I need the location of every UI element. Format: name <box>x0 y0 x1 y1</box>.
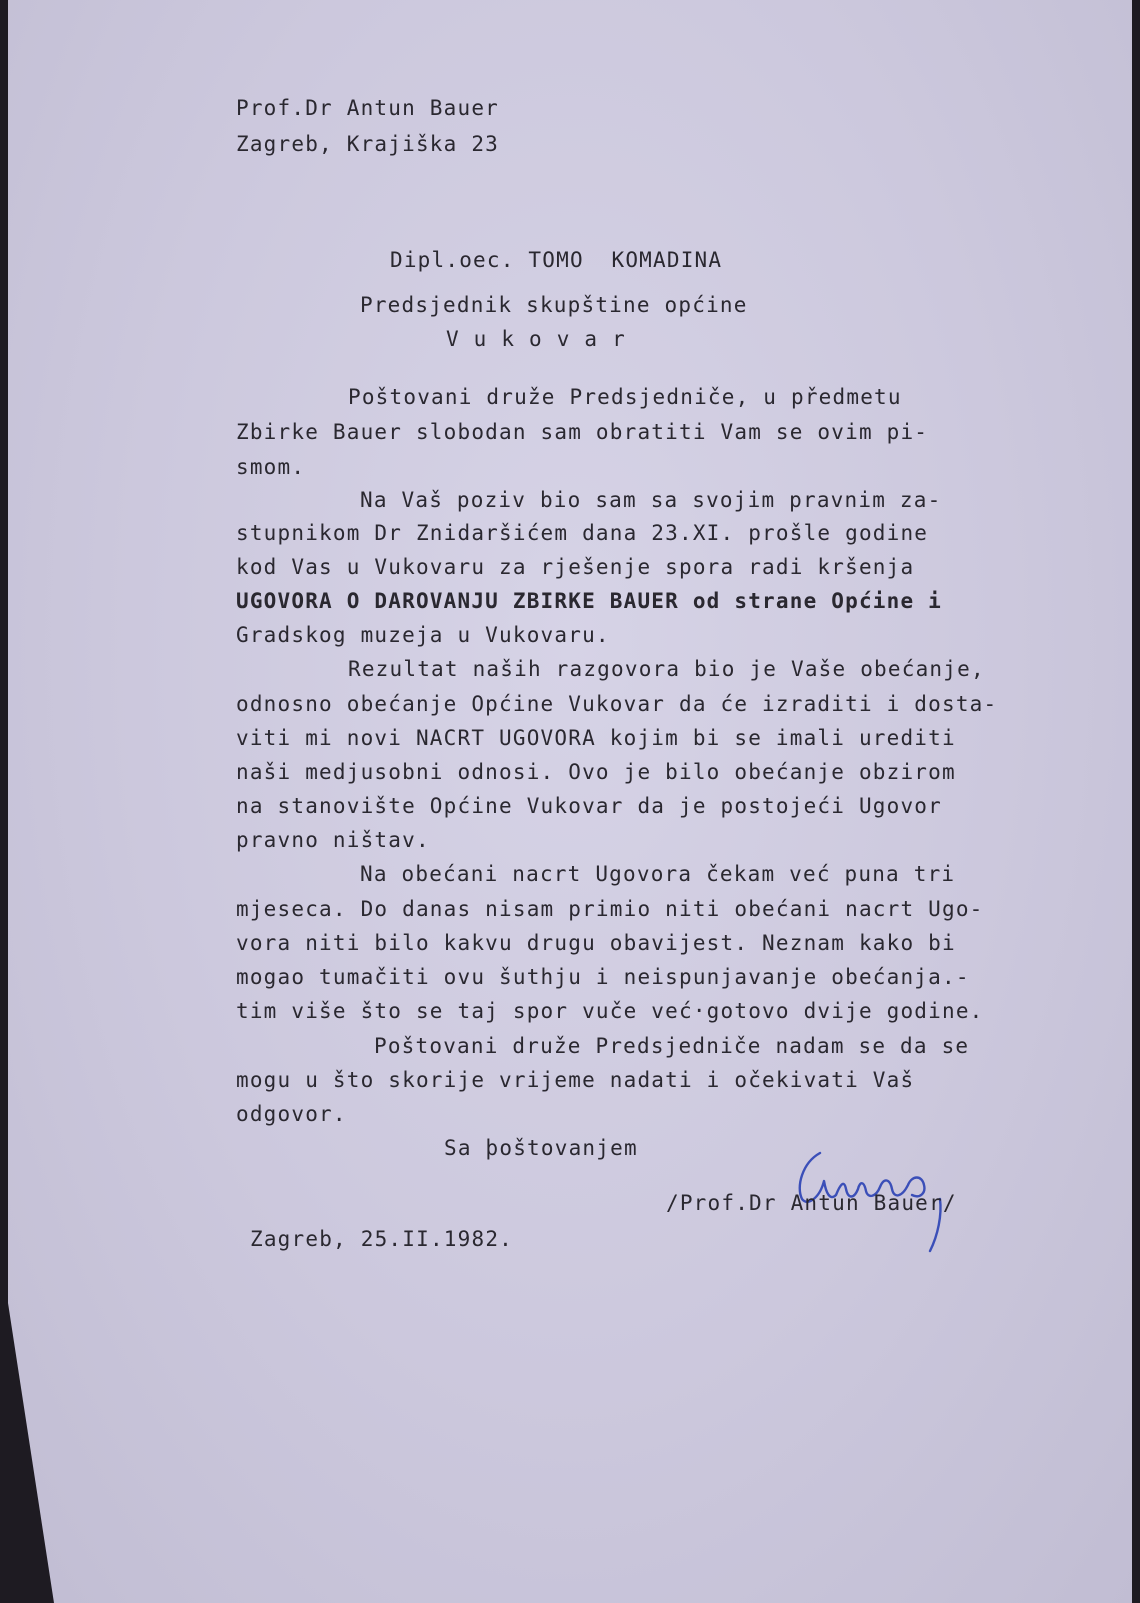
letter-sheet <box>8 0 1132 1603</box>
recipient-title: Predsjednik skupštine općine <box>360 293 748 317</box>
body-line: Poštovani druže Predsjedniče nadam se da se <box>374 1034 970 1058</box>
body-line: mogu u što skorije vrijeme nadati i očekivati Vaš <box>236 1068 915 1092</box>
body-line: Na obećani nacrt Ugovora čekam već puna tri <box>360 862 956 886</box>
body-line: odgovor. <box>236 1102 347 1126</box>
body-line: UGOVORA O DAROVANJU ZBIRKE BAUER od strane Općine i <box>236 589 942 613</box>
body-line: Poštovani druže Predsjedniče, u předmetu <box>348 385 902 409</box>
body-line: smom. <box>236 455 306 479</box>
body-line: odnosno obećanje Općine Vukovar da će izraditi i dosta- <box>236 692 998 716</box>
body-line: stupnikom Dr Znidaršićem dana 23.XI. prošle godine <box>236 521 929 545</box>
recipient-name: Dipl.oec. TOMO KOMADINA <box>390 248 723 272</box>
body-line: naši medjusobni odnosi. Ovo je bilo obećanje obzirom <box>236 760 956 784</box>
scan-edge-shadow <box>8 1303 54 1603</box>
body-line: viti mi novi NACRT UGOVORA kojim bi se imali urediti <box>236 726 956 750</box>
body-line: tim više što se taj spor vuče već·gotovo dvije godine. <box>236 999 984 1023</box>
body-line: Gradskog muzeja u Vukovaru. <box>236 623 610 647</box>
body-line: Rezultat naših razgovora bio je Vaše obećanje, <box>348 657 985 681</box>
body-line: Na Vaš poziv bio sam sa svojim pravnim za- <box>360 488 942 512</box>
body-line: kod Vas u Vukovaru za rješenje spora radi kršenja <box>236 555 915 579</box>
recipient-place: V u k o v a r <box>446 327 626 351</box>
body-line: mogao tumačiti ovu šuthju i neispunjavanje obećanja.- <box>236 965 970 989</box>
body-line: na stanovište Općine Vukovar da je postojeći Ugovor <box>236 794 942 818</box>
place-date: Zagreb, 25.II.1982. <box>250 1227 514 1251</box>
body-line: vora niti bilo kakvu drugu obavijest. Neznam kako bi <box>236 931 956 955</box>
body-line: pravno ništav. <box>236 828 430 852</box>
body-line: mjeseca. Do danas nisam primio niti obećani nacrt Ugo- <box>236 897 984 921</box>
sender-address: Zagreb, Krajiška 23 <box>236 132 500 156</box>
body-line: Zbirke Bauer slobodan sam obratiti Vam se ovim pi- <box>236 420 929 444</box>
closing-salutation: Sa þoštovanjem <box>444 1136 638 1160</box>
sender-name: Prof.Dr Antun Bauer <box>236 96 500 120</box>
signature-typed-name: /Prof.Dr Antun Bauer/ <box>666 1191 957 1215</box>
